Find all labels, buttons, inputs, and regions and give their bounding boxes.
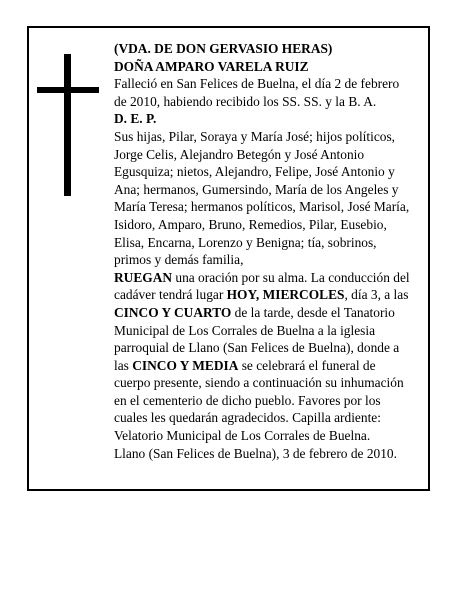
departure-time: CINCO Y CUARTO [114,304,232,320]
cross-icon [37,54,99,196]
service-time: CINCO Y MEDIA [132,357,239,373]
cross-vertical-bar [64,54,71,196]
cross-horizontal-bar [37,87,99,93]
ruegan-label: RUEGAN [114,269,173,285]
place-date: Llano (San Felices de Buelna), 3 de febrero de 2010. [114,445,397,461]
funeral-text-1: una oración por su alma. La conducción del cadáver tendrá lugar [114,269,410,303]
widow-title: (VDA. DE DON GERVASIO HERAS) [114,41,333,56]
funeral-text-4: se celebrará el funeral de cuerpo presente, siendo a continuación su inhumación en el cementerio de dicho pueblo. Favores por los cuales les quedarán agradecidos. Capilla ardiente: Velatorio Municipal de Los Corrales de Buelna. [114,357,404,444]
funeral-text-2: , día 3, a las [344,287,409,303]
death-statement: Falleció en San Felices de Buelna, el día 2 de febrero de 2010, habiendo recibido los SS. SS. y la B. A. [114,76,400,109]
funeral-day: HOY, MIERCOLES [226,287,345,303]
funeral-details [114,269,414,445]
rip-line: D. E. P. [114,111,157,127]
funeral-text-3: de la tarde, desde el Tanatorio Municipal de Los Corrales de Buelna a la iglesia parroquial de Llano (San Felices de Buelna), donde a las [114,304,400,373]
deceased-name: DOÑA AMPARO VARELA RUIZ [114,58,309,74]
obituary-text [114,40,414,462]
family-list: Sus hijas, Pilar, Soraya y María José; hijos políticos, Jorge Celis, Alejandro Betegón y José Antonio Egusquiza; nietos, Alejandro, Felipe, José Antonio y Ana; hermanos, Gumersindo, María de los Angeles y María Teresa; hermanos políticos, Marisol, José María, Isidoro, Amparo, Bruno, Remedios, Pilar, Eusebio, Elisa, Encarna, Lorenzo y Benigna; tía, sobrinos, primos y demás familia, [114,128,410,268]
